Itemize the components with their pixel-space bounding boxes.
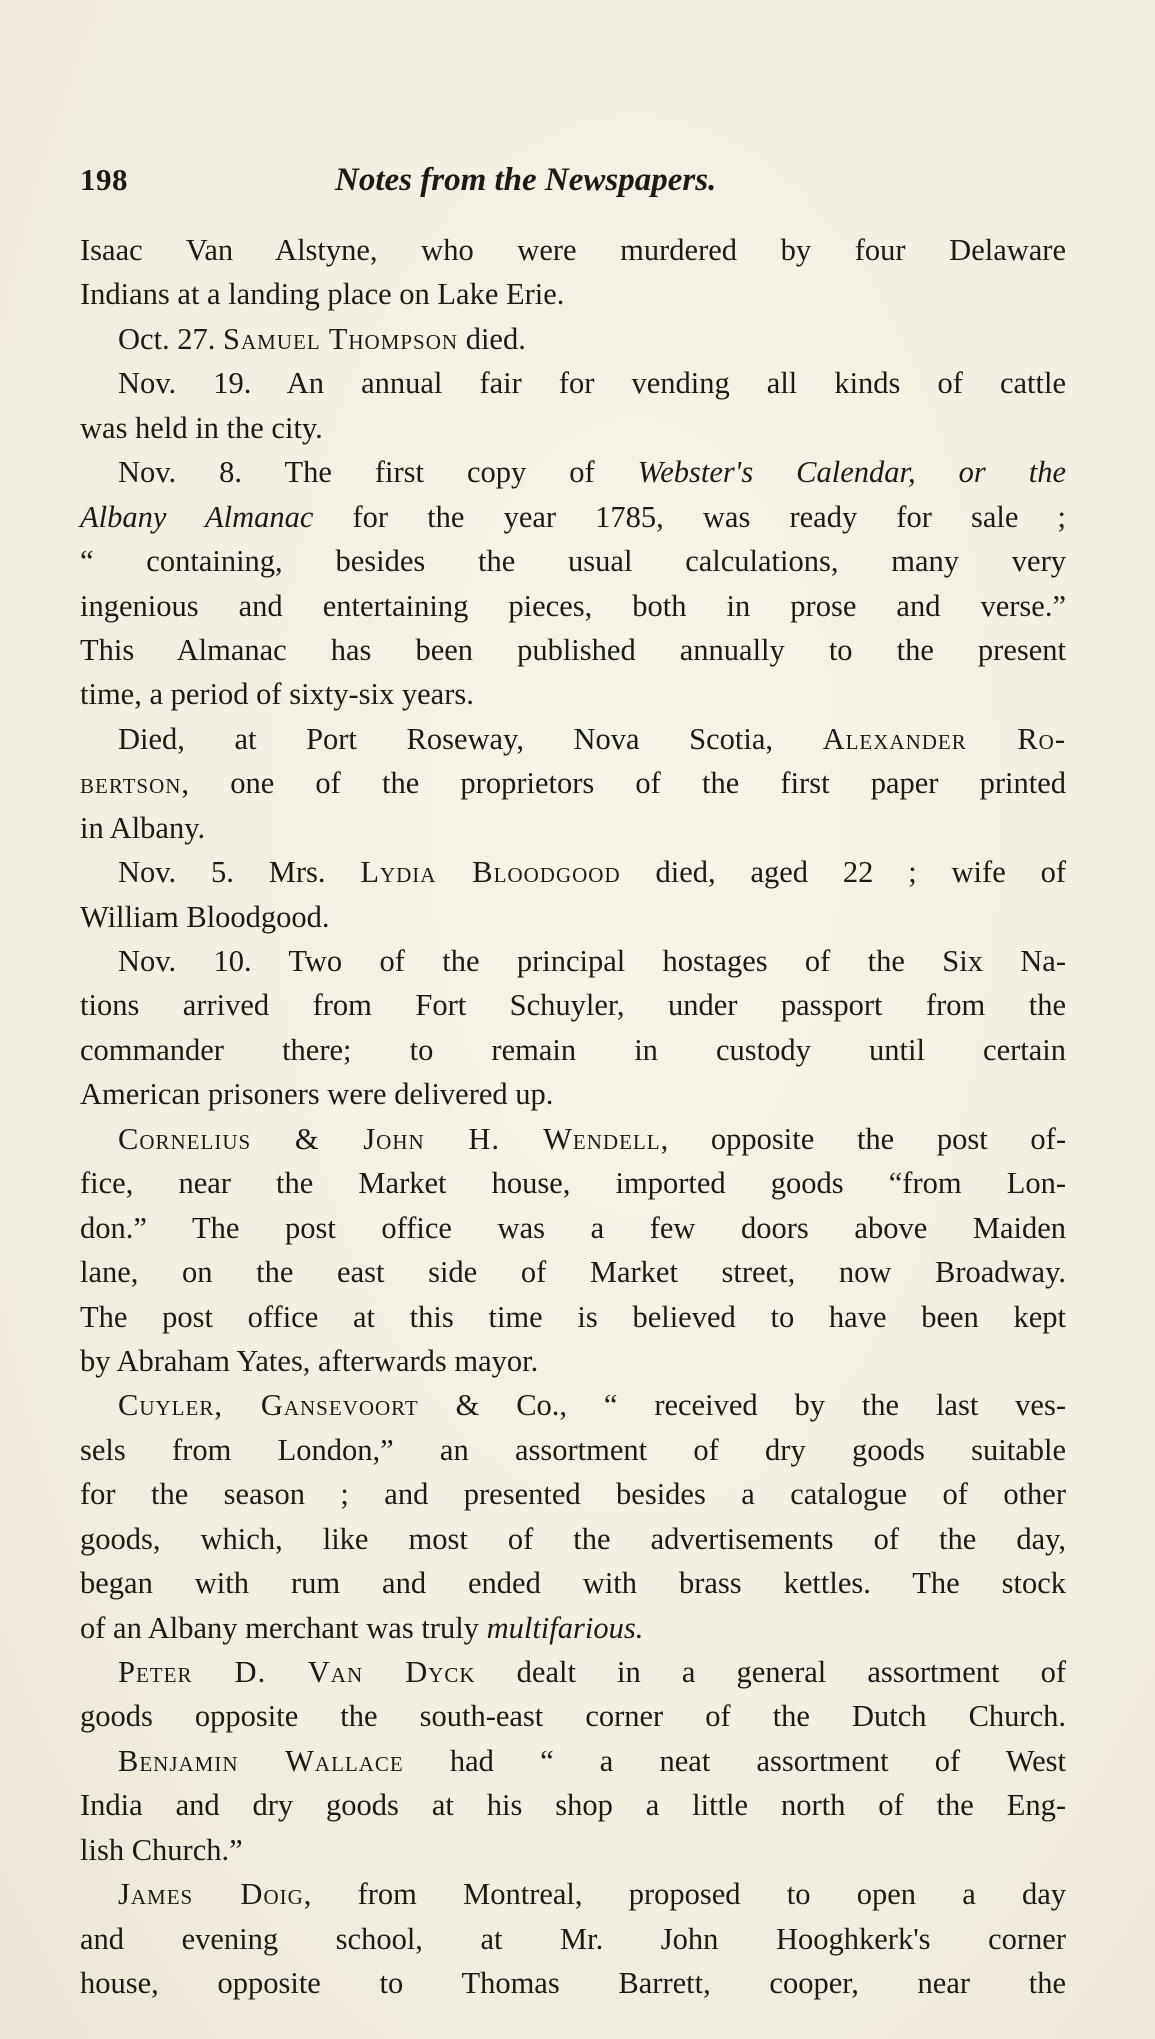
- text-run: died.: [458, 321, 526, 356]
- text-run: & Co., “ received by the last ves-: [418, 1388, 1066, 1423]
- text-run: William Bloodgood.: [80, 899, 330, 934]
- text-line: [80, 450, 1066, 494]
- name-small-caps: Benjamin Wallace: [118, 1743, 404, 1778]
- text-line: [80, 672, 1066, 716]
- text-run: was held in the city.: [80, 410, 323, 445]
- text-line: [80, 806, 1066, 850]
- text-line: [80, 1206, 1066, 1250]
- text-line: [80, 1561, 1066, 1605]
- text-run: sels from London,” an assortment of dry goods suitable: [80, 1432, 1066, 1467]
- text-line: [80, 895, 1066, 939]
- text-line: [80, 1739, 1066, 1783]
- text-line: [80, 584, 1066, 628]
- text-line: [80, 1383, 1066, 1427]
- text-line: [80, 1783, 1066, 1827]
- text-run: goods, which, like most of the advertisements of the day,: [80, 1521, 1066, 1556]
- text-run: ingenious and entertaining pieces, both in prose and verse.”: [80, 588, 1066, 623]
- text-run: Nov. 5. Mrs.: [118, 855, 361, 890]
- name-small-caps: Lydia Bloodgood: [360, 855, 621, 890]
- body-text: [80, 228, 1066, 2006]
- text-run: house, opposite to Thomas Barrett, cooper, near the: [80, 1966, 1066, 2001]
- text-run: Died, at Port Roseway, Nova Scotia,: [118, 721, 823, 756]
- text-line: [80, 1828, 1066, 1872]
- text-line: [80, 317, 1066, 361]
- text-line: [80, 1872, 1066, 1916]
- text-run: goods opposite the south-east corner of the Dutch Church.: [80, 1699, 1066, 1734]
- text-run: time, a period of sixty-six years.: [80, 677, 474, 712]
- italic-text: Albany Almanac: [80, 499, 314, 534]
- text-line: [80, 1161, 1066, 1205]
- text-line: [80, 1250, 1066, 1294]
- text-line: [80, 717, 1066, 761]
- text-run: for the season ; and presented besides a catalogue of other: [80, 1477, 1066, 1512]
- name-small-caps: bertson: [80, 766, 182, 801]
- text-line: [80, 1428, 1066, 1472]
- text-line: [80, 361, 1066, 405]
- text-line: [80, 628, 1066, 672]
- text-line: [80, 1295, 1066, 1339]
- page-header: [80, 162, 1070, 210]
- text-run: India and dry goods at his shop a little north of the Eng-: [80, 1788, 1066, 1823]
- text-line: [80, 761, 1066, 805]
- text-run: , opposite the post of-: [660, 1121, 1066, 1156]
- text-run: , from Montreal, proposed to open a day: [303, 1877, 1066, 1912]
- text-line: [80, 1028, 1066, 1072]
- name-small-caps: Alexander Ro-: [822, 721, 1066, 756]
- italic-text: multifarious.: [486, 1610, 644, 1645]
- text-run: , one of the proprietors of the first paper printed: [181, 766, 1066, 801]
- text-line: [80, 272, 1066, 316]
- text-line: [80, 1961, 1066, 2005]
- text-run: don.” The post office was a few doors above Maiden: [80, 1210, 1066, 1245]
- text-run: This Almanac has been published annually to the present: [80, 632, 1066, 667]
- text-run: dealt in a general assortment of: [475, 1655, 1066, 1689]
- name-small-caps: Cuyler, Gansevoort: [118, 1388, 419, 1423]
- text-line: [80, 1472, 1066, 1516]
- text-line: [80, 1339, 1066, 1383]
- name-small-caps: Cornelius & John H. Wendell: [118, 1121, 661, 1156]
- text-run: Nov. 10. Two of the principal hostages of the Six Na-: [118, 944, 1066, 978]
- text-run: commander there; to remain in custody until certain: [80, 1032, 1066, 1067]
- text-line: [80, 1694, 1066, 1738]
- text-line: [80, 983, 1066, 1027]
- text-line: [80, 495, 1066, 539]
- text-line: [80, 1072, 1066, 1116]
- text-run: and evening school, at Mr. John Hooghkerk's corner: [80, 1921, 1066, 1956]
- text-line: [80, 1517, 1066, 1561]
- text-run: “ containing, besides the usual calculations, many very: [80, 544, 1066, 579]
- name-small-caps: Samuel Thompson: [223, 321, 459, 356]
- text-run: died, aged 22 ; wife of: [620, 855, 1066, 890]
- running-title: Notes from the Newspapers.: [335, 162, 717, 198]
- text-line: [80, 1606, 1066, 1650]
- text-run: The post office at this time is believed to have been kept: [80, 1299, 1066, 1334]
- text-line: [80, 228, 1066, 272]
- text-run: in Albany.: [80, 810, 206, 845]
- text-run: of an Albany merchant was truly: [80, 1610, 487, 1645]
- text-line: [80, 1650, 1066, 1694]
- text-line: [80, 1117, 1066, 1161]
- text-run: for the year 1785, was ready for sale ;: [313, 499, 1066, 534]
- text-run: Nov. 19. An annual fair for vending all kinds of cattle: [118, 366, 1066, 401]
- text-line: [80, 939, 1066, 983]
- text-run: began with rum and ended with brass kettles. The stock: [80, 1566, 1066, 1601]
- text-line: [80, 406, 1066, 450]
- text-line: [80, 850, 1066, 894]
- text-run: Isaac Van Alstyne, who were murdered by four Delaware: [80, 233, 1066, 267]
- name-small-caps: James Doig: [118, 1877, 304, 1912]
- text-run: had “ a neat assortment of West: [403, 1743, 1067, 1778]
- text-run: Indians at a landing place on Lake Erie.: [80, 277, 565, 312]
- text-run: American prisoners were delivered up.: [80, 1077, 554, 1112]
- text-run: fice, near the Market house, imported goods “from Lon-: [80, 1166, 1066, 1201]
- text-line: [80, 539, 1066, 583]
- text-run: Nov. 8. The first copy of: [118, 455, 638, 490]
- name-small-caps: Peter D. Van Dyck: [118, 1655, 476, 1689]
- text-run: lane, on the east side of Market street, now Broadway.: [80, 1255, 1066, 1290]
- text-run: Oct. 27.: [118, 321, 224, 356]
- text-run: tions arrived from Fort Schuyler, under passport from the: [80, 988, 1066, 1023]
- page-number: 198: [80, 162, 128, 197]
- text-run: lish Church.”: [80, 1832, 243, 1867]
- italic-text: Webster's Calendar, or the: [637, 455, 1066, 490]
- text-run: by Abraham Yates, afterwards mayor.: [80, 1343, 539, 1378]
- text-line: [80, 1917, 1066, 1961]
